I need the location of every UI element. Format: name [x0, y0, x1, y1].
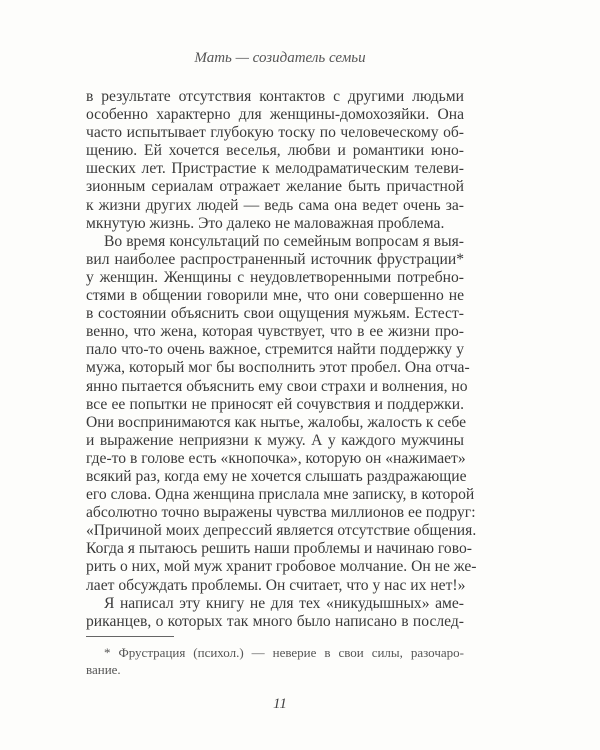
running-header: Мать — созидатель семьи	[194, 50, 366, 66]
paragraph	[86, 595, 464, 631]
body-text	[86, 88, 477, 631]
text-line: у женщин. Женщины с неудовлетворенными потребно-	[86, 268, 464, 286]
text-line: рить о них, мой муж хранит гробовое молчание. Он не же-	[86, 558, 477, 576]
text-line: абсолютно точно выражены чувства миллионов ее подруг:	[86, 504, 476, 522]
text-line: его слова. Одна женщина прислала мне записку, в которой	[86, 486, 475, 504]
text-line: шеских лет. Пристрастие к мелодраматическим телеви-	[86, 160, 464, 178]
text-line: в результате отсутствия контактов с другими людьми	[86, 88, 464, 105]
text-line: Я написал эту книгу не для тех «никудышных» аме-	[104, 594, 464, 612]
text-line: венно, что жена, которая чувствует, что в ее жизни про-	[86, 323, 464, 341]
text-line: «Причиной моих депрессий является отсутствие общения.	[86, 522, 477, 540]
text-line: где-то в голове есть «кнопочка», которую он «нажимает»	[86, 449, 466, 467]
text-line: Во время консультаций по семейным вопросам я выя-	[104, 232, 464, 250]
text-line: пало что-то очень важное, стремится найти поддержку у	[86, 341, 464, 359]
text-line: мужа, который мог бы восполнить этот пробел. Она отча-	[86, 359, 470, 377]
text-line: и выражение неприязни к мужу. А у каждого мужчины	[86, 431, 464, 449]
footnote-line: вание.	[86, 662, 121, 677]
paragraph	[86, 232, 477, 595]
text-line: Когда я пытаюсь решить наши проблемы и начинаю гово-	[86, 540, 472, 558]
text-line: к жизни других людей — ведь сама она ведет очень за-	[86, 196, 464, 214]
text-line: особенно характерно для женщины-домохозяйки. Она	[86, 106, 464, 124]
text-line: лает обсуждать проблемы. Он считает, что у нас их нет!»	[86, 576, 466, 594]
text-line: всякий раз, когда ему не хочется слышать раздражающие	[86, 467, 467, 485]
text-line: в состоянии объяснить свои ощущения мужьям. Естест-	[86, 305, 464, 323]
page-number: 11	[273, 696, 287, 712]
text-line: вил наиболее распространенный источник фрустрации*	[86, 250, 464, 268]
text-line: риканцев, о которых так много было написано в послед-	[86, 612, 464, 630]
text-line: зионным сериалам отражает желание быть причастной	[86, 178, 464, 196]
paragraph	[86, 88, 464, 233]
text-line: Они воспринимаются как нытье, жалобы, жалость к себе	[86, 413, 467, 431]
text-line: все ее попытки не приносят ей сочувствия и поддержки.	[86, 395, 464, 413]
footnote-line: * Фрустрация (психол.) — неверие в свои силы, разочаро-	[104, 645, 464, 660]
text-line: мкнутую жизнь. Это далеко не маловажная проблема.	[86, 214, 445, 232]
text-line: щению. Ей хочется веселья, любви и романтики юно-	[86, 142, 464, 160]
footnote-divider	[86, 636, 174, 637]
footnote	[86, 644, 464, 678]
text-line: часто испытывает глубокую тоску по человеческому об-	[86, 124, 464, 142]
text-line: стями в общении говорили мне, что они совершенно не	[86, 287, 464, 305]
text-line: янно пытается объяснить ему свои страхи и волнения, но	[86, 377, 468, 395]
